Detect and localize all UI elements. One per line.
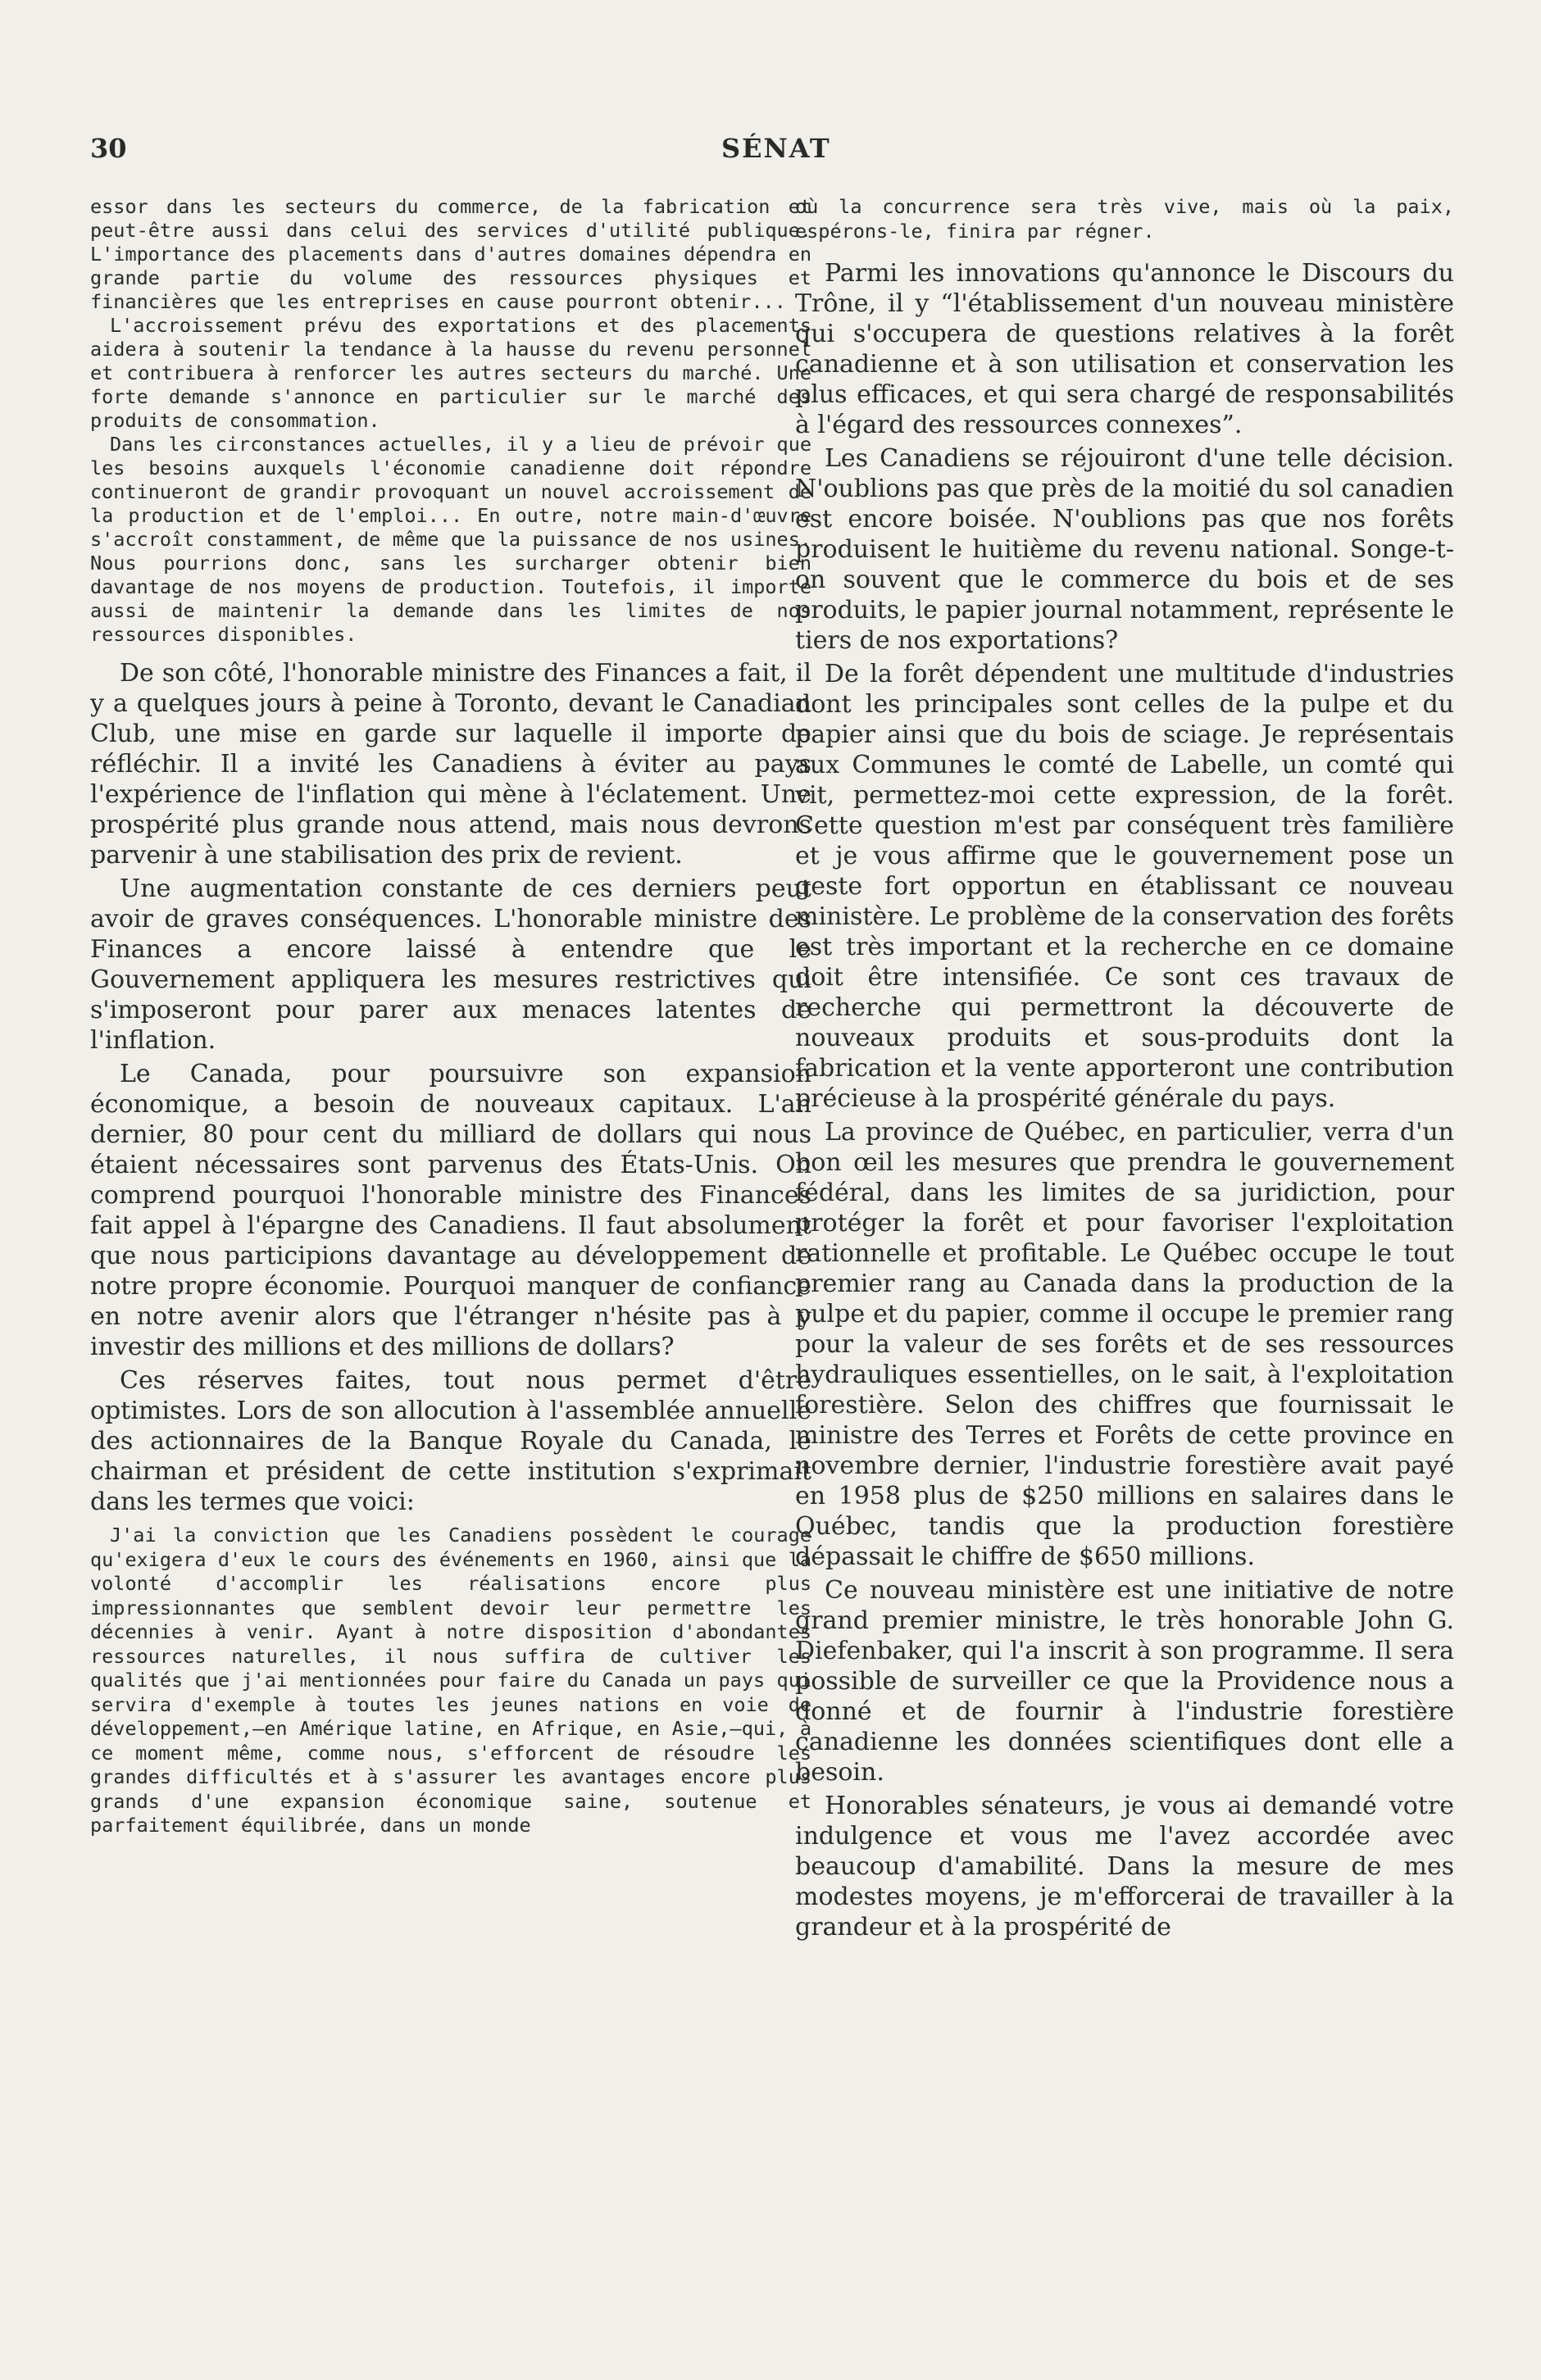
body-paragraph: Le Canada, pour poursuivre son expansion économique, a besoin de nouveaux capitaux. L'an dernier, 80 pour cent du milliard de dollars qui nous étaient nécessaires sont parvenus des États-Unis. On comprend pourquoi l'honorable ministre des Finances fait appel à l'épargne des Canadiens. Il faut absolument que nous participions davantage au développement de notre propre économie. Pourquoi manquer de confiance en notre avenir alors que l'étranger n'hésite pas à y investir des millions et des millions de dollars? <box>90 1060 811 1361</box>
body-paragraph: Une augmentation constante de ces derniers peut avoir de graves conséquences. L'honorable ministre des Finances a encore laissé à entendre que le Gouvernement appliquera les mesures restrictives qui s'imposeront pour parer aux menaces latentes de l'inflation. <box>90 874 811 1055</box>
body-paragraph: De la forêt dépendent une multitude d'industries dont les principales sont celles de la pulpe et du papier ainsi que du bois de sciage. Je représentais aux Communes le comté de Labelle, un comté qui vit, permettez-moi cette expression, de la forêt. Cette question m'est par conséquent très familière et je vous affirme que le gouvernement pose un geste fort opportun en établissant ce nouveau ministère. Le problème de la conservation des forêts est très important et la recherche en ce domaine doit être intensifiée. Ce sont ces travaux de recherche qui permettront la découverte de nouveaux produits et sous-produits dont la fabrication et la vente apporteront une contribution précieuse à la prospérité générale du pays. <box>795 660 1454 1113</box>
body-paragraph: De son côté, l'honorable ministre des Finances a fait, il y a quelques jours à peine à Toronto, devant le Canadian Club, une mise en garde sur laquelle il importe de réfléchir. Il a invité les Canadiens à éviter au pays l'expérience de l'inflation qui mène à l'éclatement. Une prospérité plus grande nous attend, mais nous devrons parvenir à une stabilisation des prix de revient. <box>90 659 811 870</box>
quote-paragraph: essor dans les secteurs du commerce, de la fabrication et peut-être aussi dans celui des services d'utilité publique. L'importance des placements dans d'autres domaines dépendra en grande partie du volume des ressources physiques et financières que les entreprises en cause pourront obtenir... <box>90 195 811 313</box>
left-column <box>90 195 811 1838</box>
quote-block-bottom: J'ai la conviction que les Canadiens possèdent le courage qu'exigera d'eux le cours des événements en 1960, ainsi que la volonté d'accomplir les réalisations encore plus impressionnantes que semblent devoir leur permettre les décennies à venir. Ayant à notre disposition d'abondantes ressources naturelles, il nous suffira de cultiver les qualités que j'ai mentionnées pour faire du Canada un pays qui servira d'exemple à toutes les jeunes nations en voie de développement,—en Amérique latine, en Afrique, en Asie,—qui, à ce moment même, comme nous, s'efforcent de résoudre les grandes difficultés et à s'assurer les avantages encore plus grands d'une expansion économique saine, soutenue et parfaitement équilibrée, dans un monde <box>90 1524 811 1837</box>
body-paragraph: Parmi les innovations qu'annonce le Discours du Trône, il y “l'établissement d'un nouveau ministère qui s'occupera de questions relatives à la forêt canadienne et à son utilisation et conservation les plus efficaces, et qui sera chargé de responsabilités à l'égard des ressources connexes”. <box>795 259 1454 439</box>
quote-block-continuation: où la concurrence sera très vive, mais où la paix, espérons-le, finira par régner. <box>795 195 1454 243</box>
quote-paragraph: L'accroissement prévu des exportations et des placements aidera à soutenir la tendance à la hausse du revenu personnel et contribuera à renforcer les autres secteurs du marché. Une forte demande s'annonce en particulier sur le marché des produits de consommation. <box>90 314 811 432</box>
body-paragraph: La province de Québec, en particulier, verra d'un bon œil les mesures que prendra le gouvernement fédéral, dans les limites de sa juridiction, pour protéger la forêt et pour favoriser l'exploitation rationnelle et profitable. Le Québec occupe le tout premier rang au Canada dans la production de la pulpe et du papier, comme il occupe le premier rang pour la valeur de ses forêts et de ses ressources hydrauliques essentielles, on le sait, à l'exploitation forestière. Selon des chiffres que fournissait le ministre des Terres et Forêts de cette province en novembre dernier, l'industrie forestière avait payé en 1958 plus de $250 millions en salaires dans le Québec, tandis que la production forestière dépassait le chiffre de $650 millions. <box>795 1118 1454 1571</box>
body-paragraph: Honorables sénateurs, je vous ai demandé votre indulgence et vous me l'avez accordée avec beaucoup d'amabilité. Dans la mesure de mes modestes moyens, je m'efforcerai de travailler à la grandeur et à la prospérité de <box>795 1792 1454 1942</box>
body-paragraph: Les Canadiens se réjouiront d'une telle décision. N'oublions pas que près de la moitié du sol canadien est encore boisée. N'oublions pas que nos forêts produisent le huitième du revenu national. Songe-t-on souvent que le commerce du bois et de ses produits, le papier journal notamment, représente le tiers de nos exportations? <box>795 444 1454 655</box>
right-column <box>795 195 1454 1942</box>
running-head: SÉNAT <box>721 133 831 164</box>
quote-block-top <box>90 195 811 647</box>
page-header <box>0 125 1541 174</box>
quote-paragraph: Dans les circonstances actuelles, il y a lieu de prévoir que les besoins auxquels l'économie canadienne doit répondre continueront de grandir provoquant un nouvel accroissement de la production et de l'emploi... En outre, notre main-d'œuvre s'accroît constamment, de même que la puissance de nos usines. Nous pourrions donc, sans les surcharger obtenir bien davantage de nos moyens de production. Toutefois, il importe aussi de maintenir la demande dans les limites de nos ressources disponibles. <box>90 433 811 646</box>
page-number: 30 <box>90 133 127 164</box>
body-paragraph: Ce nouveau ministère est une initiative de notre grand premier ministre, le très honorable John G. Diefenbaker, qui l'a inscrit à son programme. Il sera possible de surveiller ce que la Providence nous a donné et de fournir à l'industrie forestière canadienne les données scientifiques dont elle a besoin. <box>795 1576 1454 1787</box>
body-paragraph: Ces réserves faites, tout nous permet d'être optimistes. Lors de son allocution à l'assemblée annuelle des actionnaires de la Banque Royale du Canada, le chairman et président de cette institution s'exprimait dans les termes que voici: <box>90 1366 811 1516</box>
